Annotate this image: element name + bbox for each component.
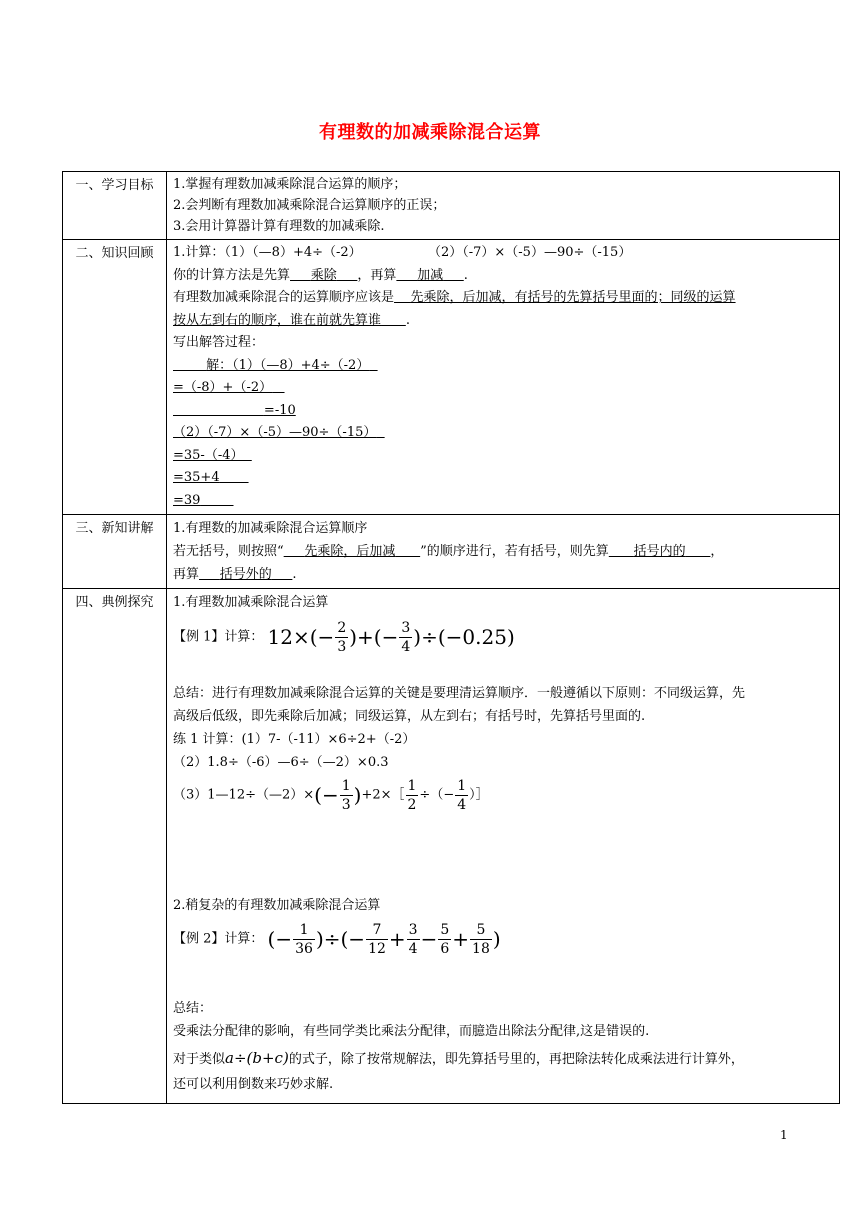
- solution-line: （2）（-7）×（-5）—90÷（-15）: [173, 425, 377, 440]
- method-prefix: 你的计算方法是先算: [173, 267, 291, 283]
- order-prefix: 有理数加减乘除混合的运算顺序应该是: [173, 290, 395, 305]
- goals-row: [63, 172, 840, 240]
- summary-2-line-3: 还可以利用倒数来巧妙求解.: [173, 1077, 334, 1092]
- goals-content: [167, 172, 840, 240]
- examples-heading-2: 2.稍复杂的有理数加减乘除混合运算: [173, 898, 381, 913]
- solution-line: =39: [173, 492, 201, 508]
- practice-1: 练 1 计算：(1）7-（-11）×6÷2+（-2）: [173, 732, 416, 747]
- goal-item: 2.会判断有理数加减乘除混合运算顺序的正误；: [173, 198, 446, 213]
- review-content: 1.计算：（1）（—8）+4÷（-2） （2）（-7）×（-5）—90÷（-15） 你的计算方法是先算 乘除 ，再算 加减 . 有理数加减乘除混合的运算顺序应该是 先乘除，后加减，有括号的先算括号里面的；同级的运算 按从左到右的顺序，谁在前就先算谁 . 写出解答过程： 解：（1）（—8）+4÷（-2） =（-8）+（-2） =-10 （2）（-7）×（-5）—90÷（-15） =35-（-4） =35+4 =39: [167, 240, 840, 515]
- write-prompt: 写出解答过程：: [173, 335, 265, 350]
- newknow-row: [63, 515, 840, 589]
- example-1: 【例 1】计算： 12×(− $\frac{2}{3}$ )+(− $\frac{3}{4}$ )÷(−0.25): [173, 619, 515, 655]
- review-label: 二、知识回顾: [63, 240, 167, 515]
- page-title: 有理数的加减乘除混合运算: [319, 122, 541, 143]
- review-q1a: 1.计算：（1）（—8）+4÷（-2）: [173, 245, 362, 260]
- solution-line: =35-（-4）: [173, 447, 244, 463]
- newknow-heading: 1.有理数的加减乘除混合运算顺序: [173, 521, 368, 536]
- newknow-answer-2: 括号内的: [633, 544, 686, 559]
- goals-label: 一、学习目标: [63, 172, 167, 240]
- newknow-content: 1.有理数的加减乘除混合运算顺序 若无括号，则按照“ 先乘除，后加减 ”的顺序进行，若有括号，则先算 括号内的 ， 再算 括号外的 .: [167, 515, 840, 589]
- example-2: 【例 2】计算： (− $\frac{1}{36}$ )÷(− $\frac{7}{12}$ + $\frac{3}{4}$ − $\frac{5}{6}$ + $\frac{5}{18}$ ): [173, 921, 501, 957]
- practice-2: （2）1.8÷（-6）—6÷（—2）×0.3: [173, 755, 389, 770]
- examples-label: 四、典例探究: [63, 589, 167, 1104]
- formula: a÷(b+c): [225, 1049, 289, 1067]
- practice-3: （3）1—12÷（—2）×(− $\frac{1}{3}$ )+2×［ $\frac{1}{2}$ ÷（− $\frac{1}{4}$ ）］: [173, 777, 489, 813]
- examples-content: [167, 589, 840, 1104]
- solution-line: 解：（1）（—8）+4÷（-2）: [206, 357, 370, 373]
- summary-2-line-1: 受乘法分配律的影响，有些同学类比乘法分配律，而臆造出除法分配律,这是错误的.: [173, 1024, 650, 1039]
- summary-2: 总结：: [173, 1001, 213, 1016]
- solution-line: =（-8）+（-2）: [173, 380, 273, 395]
- goal-item: 3.会用计算器计算有理数的加减乘除.: [173, 219, 385, 234]
- method-mid: ，再算: [357, 267, 397, 283]
- newknow-answer-1: 先乘除，后加减: [304, 544, 396, 559]
- goal-item: 1.掌握有理数加减乘除混合运算的顺序；: [173, 177, 407, 192]
- summary-1: 总结：进行有理数加减乘除混合运算的关键是要理清运算顺序．一般遵循以下原则：不同级运算，先: [173, 686, 746, 701]
- examples-heading-1: 1.有理数加减乘除混合运算: [173, 595, 329, 610]
- examples-row: [63, 589, 840, 1104]
- solution-line: =-10: [263, 402, 296, 418]
- method-answer-2: 加减: [417, 267, 444, 283]
- method-answer-1: 乘除: [310, 267, 337, 283]
- review-row: [63, 240, 840, 515]
- summary-2-line-2: 对于类似a÷(b+c)的式子，除了按常规解法，即先算括号里的，再把除法转化成乘法进行计算外，: [173, 1049, 744, 1067]
- solution-line: =35+4: [173, 470, 220, 485]
- order-answer-1: 先乘除，后加减，有括号的先算括号里面的；同级的运算: [410, 290, 736, 305]
- summary-1-cont: 高级后低级，即先乘除后加减；同级运算，从左到右；有括号时，先算括号里面的.: [173, 709, 646, 724]
- newknow-label: 三、新知讲解: [63, 515, 167, 589]
- order-answer-2: 按从左到右的顺序，谁在前就先算谁: [173, 312, 382, 328]
- review-q1b: （2）（-7）×（-5）—90÷（-15）: [427, 245, 632, 260]
- page-number: 1: [780, 1128, 788, 1142]
- lesson-table: [62, 171, 840, 1104]
- newknow-answer-3: 括号外的: [219, 567, 272, 582]
